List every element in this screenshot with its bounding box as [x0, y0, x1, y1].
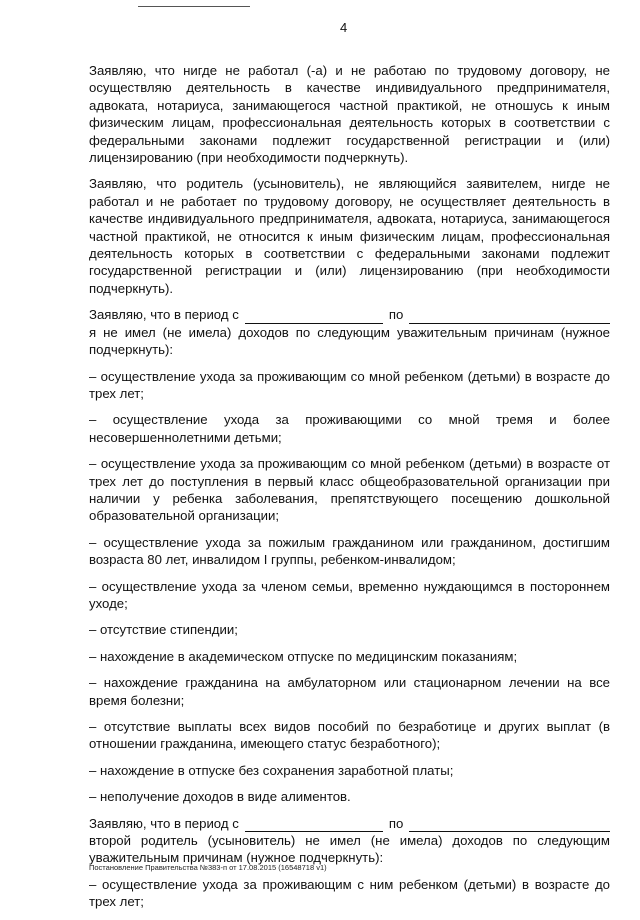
reason-item: – неполучение доходов в виде алиментов.: [89, 789, 351, 805]
period-label-second: Заявляю, что в период с: [89, 815, 239, 831]
paragraph-other-parent: Заявляю, что родитель (усыновитель), не являющийся заявителем, нигде не работал и не работает по трудовому договору, не осуществляет деятельность в качестве индивидуального предпринимателя, адвоката, нотариуса, занимающегося частной практикой, не относится к иным физическим лицам, профессиональная деятельность которых в соответствии с федеральными законами подлежит государственной регистрации и (или) лицензированию (при необходимости подчеркнуть).: [89, 176, 610, 296]
reason-item: – осуществление ухода за проживающими со мной тремя и более несовершеннолетними детьми;: [89, 412, 610, 445]
second-parent-reasons-intro: второй родитель (усыновитель) не имел (не имела) доходов по следующим уважительным причинам (нужное подчеркнуть):: [89, 833, 610, 866]
period-from-field-second[interactable]: [245, 817, 383, 832]
paragraph-period-second-parent: [89, 815, 610, 867]
reason-item: – осуществление ухода за пожилым гражданином или гражданином, достигшим возраста 80 лет, инвалидом I группы, ребенком-инвалидом;: [89, 534, 610, 568]
reason-item: – отсутствие стипендии;: [89, 622, 238, 638]
paragraph-period-self: [89, 306, 610, 358]
page-number: 4: [340, 20, 348, 35]
reason-item: – нахождение в отпуске без сохранения заработной платы;: [89, 762, 454, 778]
reason-item: – осуществление ухода за проживающим со мной ребенком (детьми) в возрасте от трех лет до поступления в первый класс общеобразовательной организации при наличии у ребенка заболевания, препятствующего посещению дошкольной образовательной организации;: [89, 456, 610, 524]
reason-item: – осуществление ухода за членом семьи, временно нуждающимся в постороннем уходе;: [89, 578, 610, 611]
period-to-field-second[interactable]: [409, 817, 610, 832]
document-body: [89, 62, 610, 920]
period-from-field[interactable]: [245, 309, 383, 324]
period-to-label: по: [388, 307, 404, 323]
top-rule: [138, 6, 250, 7]
paragraph-no-employment: Заявляю, что нигде не работал (-а) и не работаю по трудовому договору, не осуществляю деятельность в качестве индивидуального предпринимателя, адвоката, нотариуса, занимающегося частной практикой, не отношусь к иным физическим лицам, профессиональная деятельность которых в соответствии с федеральными законами подлежит государственной регистрации и (или) лицензированию (при необходимости подчеркнуть).: [89, 63, 610, 166]
reason-item: – осуществление ухода за проживающим со мной ребенком (детьми) в возрасте до трех лет;: [89, 368, 610, 401]
reason-item: – отсутствие выплаты всех видов пособий по безработице и других выплат (в отношении гражданина, имеющего статус безработного);: [89, 719, 610, 752]
footer-reference: Постановление Правительства №383-п от 17.08.2015 (16548718 v1): [89, 863, 327, 872]
period-to-label-second: по: [388, 815, 404, 831]
reason-item: – нахождение в академическом отпуске по медицинским показаниям;: [89, 648, 518, 664]
period-row-second: [89, 815, 610, 832]
period-to-field[interactable]: [409, 309, 610, 324]
period-row: [89, 306, 610, 323]
period-reasons-intro: я не имел (не имела) доходов по следующим уважительным причинам (нужное подчеркнуть):: [89, 324, 610, 358]
period-label: Заявляю, что в период с: [89, 307, 239, 323]
reason-item: – нахождение гражданина на амбулаторном или стационарном лечении на все время болезни;: [89, 675, 610, 708]
reason-item-second: – осуществление ухода за проживающим с ним ребенком (детьми) в возрасте до трех лет;: [89, 876, 610, 910]
